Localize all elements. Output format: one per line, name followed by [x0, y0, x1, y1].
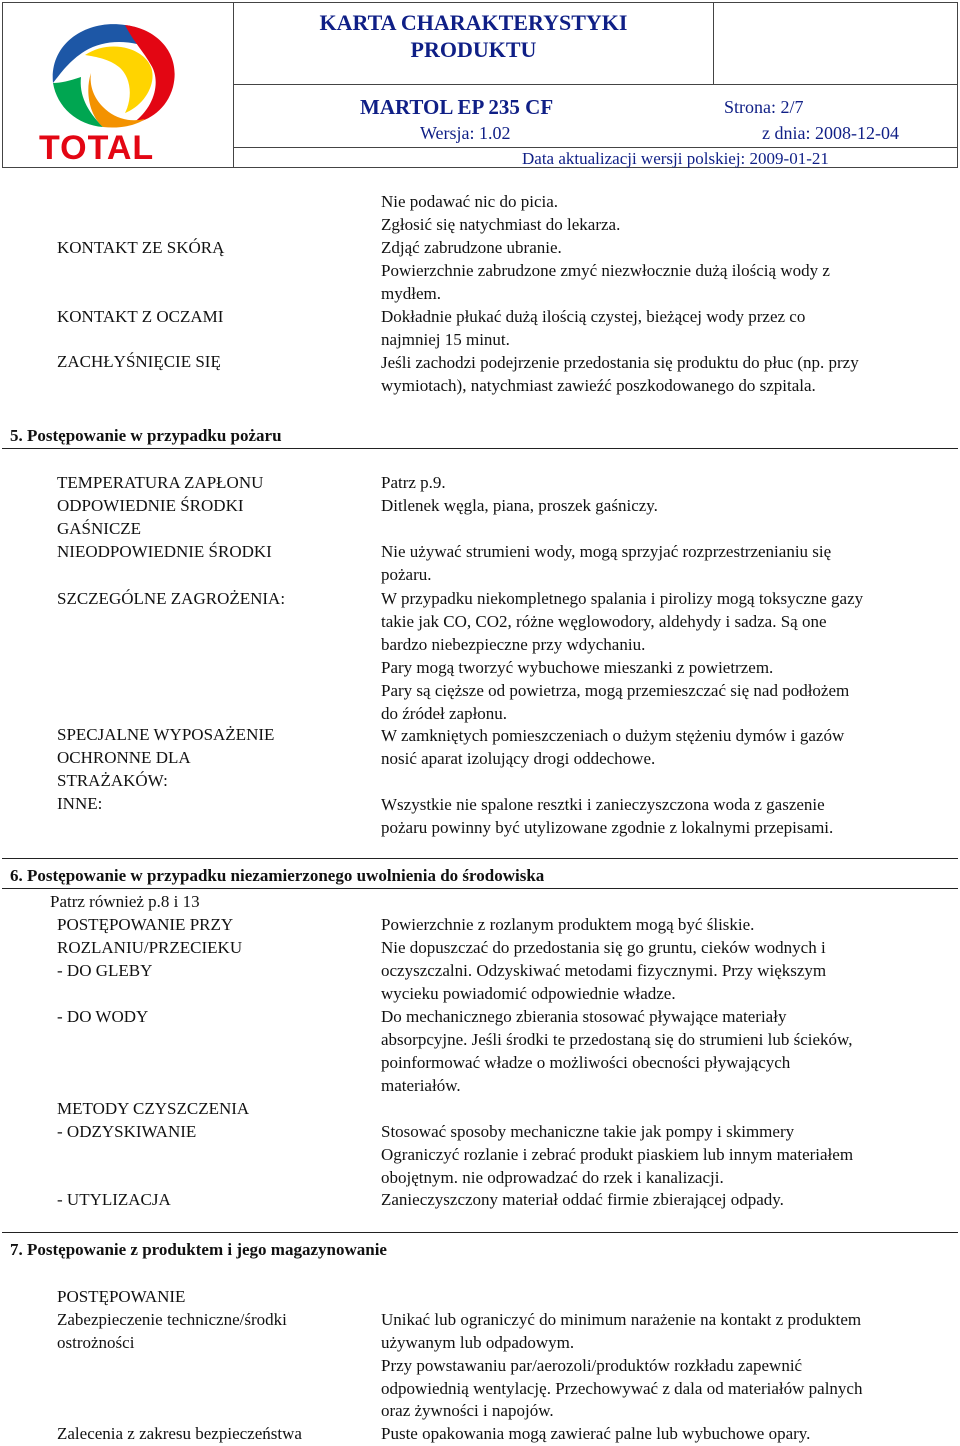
title-right-cell — [714, 3, 958, 85]
label: POSTĘPOWANIE PRZY — [57, 915, 234, 934]
logo-box — [2, 2, 234, 168]
label: TEMPERATURA ZAPŁONU — [57, 473, 264, 492]
text-line: Powierzchnie z rozlanym produktem mogą być śliskie. — [381, 915, 755, 934]
section-divider — [2, 858, 958, 859]
text-line: najmniej 15 minut. — [381, 330, 510, 349]
update-date: Data aktualizacji wersji polskiej: 2009-01-21 — [522, 149, 829, 168]
document-header — [0, 0, 960, 170]
text-line: bardzo niebezpieczne przy wdychaniu. — [381, 635, 646, 654]
label: SPECJALNE WYPOSAŻENIE — [57, 725, 275, 744]
text-line: Jeśli zachodzi podejrzenie przedostania się produktu do płuc (np. przy — [381, 353, 859, 372]
text-line: takie jak CO, CO2, różne węglowodory, aldehydy i sadza. Są one — [381, 612, 827, 631]
text-line: Patrz p.9. — [381, 473, 446, 492]
text-line: używanym lub odpadowym. — [381, 1333, 575, 1352]
text-line: wymiotach), natychmiast zawieźć poszkodowanego do szpitala. — [381, 376, 816, 395]
text-line: Powierzchnie zabrudzone zmyć niezwłocznie dużą ilością wody z — [381, 261, 830, 280]
label: Zalecenia z zakresu bezpieczeństwa — [57, 1424, 302, 1443]
section-divider — [2, 888, 958, 889]
text-line: Pary mogą tworzyć wybuchowe mieszanki z powietrzem. — [381, 658, 774, 677]
text-line: Przy powstawaniu par/aerozoli/produktów rozkładu zapewnić — [381, 1356, 803, 1375]
text-line: mydłem. — [381, 284, 441, 303]
text-line: wycieku powiadomić odpowiednie władze. — [381, 984, 676, 1003]
text-line: Puste opakowania mogą zawierać palne lub wybuchowe opary. — [381, 1424, 811, 1443]
label: ostrożności — [57, 1333, 135, 1352]
section-divider — [2, 448, 958, 449]
label: OCHRONNE DLA — [57, 748, 191, 767]
product-name: MARTOL EP 235 CF — [360, 95, 554, 119]
text-line: Nie dopuszczać do przedostania się go gruntu, cieków wodnych i — [381, 938, 826, 957]
text-line: pożaru. — [381, 565, 432, 584]
document-title-line1: KARTA CHARAKTERYSTYKI — [319, 10, 628, 35]
label: METODY CZYSZCZENIA — [57, 1099, 250, 1118]
text-line: do źródeł zapłonu. — [381, 704, 508, 723]
label: STRAŻAKÓW: — [57, 771, 168, 790]
text-line: Zanieczyszczony materiał oddać firmie zbierającej odpady. — [381, 1190, 784, 1209]
label: - ODZYSKIWANIE — [57, 1122, 197, 1141]
label: SZCZEGÓLNE ZAGROŻENIA: — [57, 589, 286, 608]
text-line: Ograniczyć rozlanie i zebrać produkt piaskiem lub innym materiałem — [381, 1145, 854, 1164]
label: ROZLANIU/PRZECIEKU — [57, 938, 243, 957]
text-line: pożaru powinny być utylizowane zgodnie z lokalnymi przepisami. — [381, 818, 834, 837]
text-line: Nie podawać nic do picia. — [381, 192, 559, 211]
text-line: W przypadku niekompletnego spalania i pirolizy mogą toksyczne gazy — [381, 589, 864, 608]
text-line: Do mechanicznego zbierania stosować pływające materiały — [381, 1007, 787, 1026]
divider — [234, 147, 958, 148]
text-line: Pary są cięższe od powietrza, mogą przemieszczać się nad podłożem — [381, 681, 850, 700]
label-aspiration: ZACHŁYŚNIĘCIE SIĘ — [57, 352, 221, 371]
text-line: Dokładnie płukać dużą ilością czystej, bieżącej wody przez co — [381, 307, 806, 326]
section-6-title: 6. Postępowanie w przypadku niezamierzonego uwolnienia do środowiska — [10, 866, 545, 885]
label: - DO WODY — [57, 1007, 149, 1026]
text-line: Zgłosić się natychmiast do lekarza. — [381, 215, 621, 234]
label: ODPOWIEDNIE ŚRODKI — [57, 496, 244, 515]
label: - DO GLEBY — [57, 961, 153, 980]
label: GAŚNICZE — [57, 519, 142, 538]
text-line: Ditlenek węgla, piana, proszek gaśniczy. — [381, 496, 658, 515]
title-block — [234, 2, 958, 168]
text-line: materiałów. — [381, 1076, 461, 1095]
text-line: poinformować władze o możliwości obecności pływających — [381, 1053, 791, 1072]
text-line: obojętnym. nie odprowadzać do rzek i kanalizacji. — [381, 1168, 724, 1187]
version: Wersja: 1.02 — [420, 123, 511, 143]
text-line: absorpcyjne. Jeśli środki te przedostaną się do strumieni lub ścieków, — [381, 1030, 853, 1049]
label-skin-contact: KONTAKT ZE SKÓRĄ — [57, 238, 225, 257]
total-logo-icon — [33, 11, 203, 163]
text-line: nosić aparat izolujący drogi oddechowe. — [381, 749, 656, 768]
label: POSTĘPOWANIE — [57, 1287, 186, 1306]
page-number: Strona: 2/7 — [724, 97, 804, 117]
label: NIEODPOWIEDNIE ŚRODKI — [57, 542, 272, 561]
label: INNE: — [57, 794, 103, 813]
text-line: oraz żywności i napojów. — [381, 1401, 554, 1420]
text-line: oczyszczalni. Odzyskiwać metodami fizycznymi. Przy większym — [381, 961, 827, 980]
label: - UTYLIZACJA — [57, 1190, 171, 1209]
text-line: Zdjąć zabrudzone ubranie. — [381, 238, 562, 257]
text-line: Unikać lub ograniczyć do minimum narażenie na kontakt z produktem — [381, 1310, 862, 1329]
see-also-note: Patrz również p.8 i 13 — [50, 892, 200, 911]
document-title-line2: PRODUKTU — [410, 37, 537, 62]
text-line: W zamkniętych pomieszczeniach o dużym stężeniu dymów i gazów — [381, 726, 845, 745]
document-title — [234, 3, 714, 85]
section-divider — [2, 1232, 958, 1233]
issue-date: z dnia: 2008-12-04 — [762, 123, 899, 143]
text-line: Stosować sposoby mechaniczne takie jak pompy i skimmery — [381, 1122, 795, 1141]
label: Zabezpieczenie techniczne/środki — [57, 1310, 287, 1329]
section-5-title: 5. Postępowanie w przypadku pożaru — [10, 426, 282, 445]
logo-text: TOTAL — [39, 129, 155, 163]
label-eye-contact: KONTAKT Z OCZAMI — [57, 307, 224, 326]
text-line: Wszystkie nie spalone resztki i zanieczyszczona woda z gaszenie — [381, 795, 825, 814]
text-line: odpowiednią wentylację. Przechowywać z dala od materiałów palnych — [381, 1379, 863, 1398]
text-line: Nie używać strumieni wody, mogą sprzyjać rozprzestrzenianiu się — [381, 542, 832, 561]
section-7-title: 7. Postępowanie z produktem i jego magazynowanie — [10, 1240, 387, 1259]
